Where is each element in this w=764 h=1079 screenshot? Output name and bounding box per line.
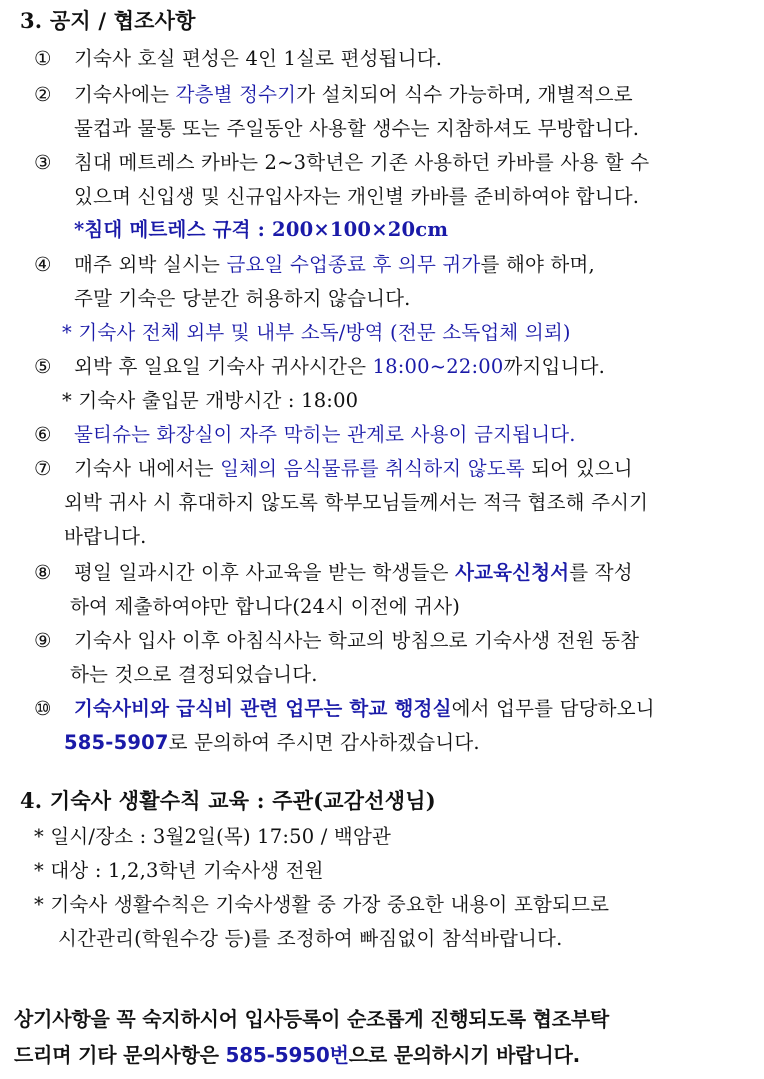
schedule-note: * 일시/장소 : 3월2일(목) 17:50 / 백암관 — [34, 825, 392, 848]
list-item-8 — [34, 558, 633, 588]
item-number: ② — [34, 83, 52, 106]
item-text: 기숙사 호실 편성은 4인 1실로 편성됩니다. — [74, 47, 443, 70]
item-number: ③ — [34, 151, 52, 174]
list-item-9 — [34, 626, 639, 656]
highlight-text: 각층별 정수기 — [175, 83, 297, 106]
item-number: ⑨ — [34, 629, 52, 652]
item-number: ⑦ — [34, 457, 52, 480]
list-item-2-line-2: 물컵과 물통 또는 주일동안 사용할 생수는 지참하셔도 무방합니다. — [74, 117, 640, 140]
section-3-title: 3. 공지 / 협조사항 — [20, 8, 196, 33]
item-number: ④ — [34, 253, 52, 276]
list-item-7-line-2: 외박 귀사 시 휴대하지 않도록 학부모님들께서는 적극 협조해 주시기 — [64, 491, 649, 514]
list-item-7 — [34, 454, 633, 484]
item-number: ① — [34, 47, 52, 70]
highlight-text: 기숙사비와 급식비 관련 업무는 학교 행정실 — [74, 697, 452, 720]
list-item-3 — [34, 148, 649, 178]
item-number: ⑥ — [34, 423, 52, 446]
item-text: 되어 있으니 — [524, 457, 633, 480]
list-item-2 — [34, 80, 633, 110]
item-text: 평일 일과시간 이후 사교육을 받는 학생들은 — [74, 561, 456, 584]
item-number: ⑧ — [34, 561, 52, 584]
footer-line-1: 상기사항을 꼭 숙지하시어 입사등록이 순조롭게 진행되도록 협조부탁 — [14, 1007, 610, 1031]
highlight-text: 물티슈는 화장실이 자주 막히는 관계로 사용이 금지됩니다. — [74, 423, 576, 446]
list-item-1 — [34, 44, 442, 74]
item-text: 매주 외박 실시는 — [74, 253, 227, 276]
item-text: 기숙사 입사 이후 아침식사는 학교의 방침으로 기숙사생 전원 동참 — [74, 629, 640, 652]
item-text: 를 작성 — [569, 561, 633, 584]
list-item-3-line-2: 있으며 신입생 및 신규입사자는 개인별 카바를 준비하여야 합니다. — [74, 185, 640, 208]
phone-number: 585-5907 — [64, 731, 169, 754]
item-text: 기숙사 내에서는 — [74, 457, 221, 480]
list-item-10-line-2 — [64, 728, 480, 758]
item-text: 침대 메트레스 카바는 2~3학년은 기존 사용하던 카바를 사용 할 수 — [74, 151, 650, 174]
list-item-4-line-2: 주말 기숙은 당분간 허용하지 않습니다. — [74, 287, 411, 310]
list-item-4 — [34, 250, 595, 280]
list-item-6 — [34, 420, 576, 450]
list-item-9-line-2: 하는 것으로 결정되었습니다. — [70, 663, 318, 686]
footer-text: 으로 문의하시기 바랍니다. — [348, 1043, 580, 1067]
highlight-text: 사교육신청서 — [455, 561, 570, 584]
highlight-text: 일체의 음식물류를 취식하지 않도록 — [220, 457, 525, 480]
highlight-text: 18:00~22:00 — [372, 355, 504, 378]
rules-note-line-2: 시간관리(학원수강 등)를 조정하여 빠짐없이 참석바랍니다. — [58, 927, 563, 950]
item-text: 를 해야 하며, — [480, 253, 595, 276]
item-text: 기숙사에는 — [74, 83, 176, 106]
list-item-10 — [34, 694, 655, 724]
footer-text: 드리며 기타 문의사항은 — [14, 1043, 226, 1067]
item-text: 까지입니다. — [503, 355, 606, 378]
entrance-hours-note: * 기숙사 출입문 개방시간 : 18:00 — [62, 389, 359, 412]
target-note: * 대상 : 1,2,3학년 기숙사생 전원 — [34, 859, 324, 882]
item-text: 외박 후 일요일 기숙사 귀사시간은 — [74, 355, 373, 378]
highlight-text: 금요일 수업종료 후 의무 귀가 — [226, 253, 481, 276]
item-number: ⑩ — [34, 697, 52, 720]
item-number: ⑤ — [34, 355, 52, 378]
list-item-5 — [34, 352, 605, 382]
mattress-size-note: *침대 메트레스 규격 : 200×100×20cm — [74, 218, 449, 241]
footer-line-2 — [14, 1040, 580, 1070]
rules-note: * 기숙사 생활수칙은 기숙사생활 중 가장 중요한 내용이 포함되므로 — [34, 893, 610, 916]
item-text: 가 설치되어 식수 가능하며, 개별적으로 — [296, 83, 633, 106]
disinfection-note: * 기숙사 전체 외부 및 내부 소독/방역 (전문 소독업체 의뢰) — [62, 321, 571, 344]
list-item-8-line-2: 하여 제출하여야만 합니다(24시 이전에 귀사) — [70, 595, 461, 618]
item-text: 로 문의하여 주시면 감사하겠습니다. — [168, 731, 480, 754]
item-text: 에서 업무를 담당하오니 — [451, 697, 655, 720]
list-item-7-line-3: 바랍니다. — [64, 525, 147, 548]
section-4-title: 4. 기숙사 생활수칙 교육 : 주관(교감선생님) — [20, 788, 436, 813]
footer-phone-number: 585-5950번 — [225, 1043, 349, 1067]
